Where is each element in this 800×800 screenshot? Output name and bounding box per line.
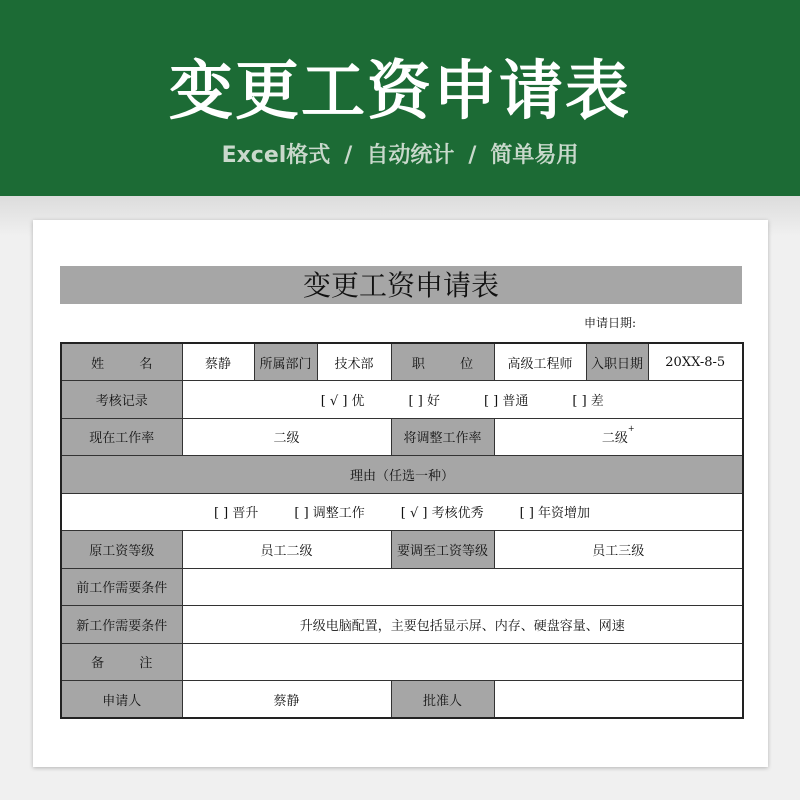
target-grade-value[interactable]: 员工三级 [494, 531, 743, 569]
table-row [61, 643, 743, 681]
name-label: 姓 名 [61, 343, 182, 381]
salary-change-form [60, 342, 744, 719]
banner-title: 变更工资申请表 [169, 55, 631, 129]
tag-auto-stats: 自动统计 [366, 143, 455, 168]
applicant-label: 申请人 [61, 681, 182, 719]
hire-date-value[interactable]: 20XX-8-5 [648, 343, 743, 381]
department-value[interactable]: 技术部 [317, 343, 391, 381]
table-row [61, 456, 743, 494]
remarks-value[interactable] [182, 643, 743, 681]
table-row [61, 493, 743, 531]
adjusted-rate-value[interactable]: 二级+ [494, 418, 743, 456]
original-grade-label: 原工资等级 [61, 531, 182, 569]
tag-separator: / [344, 143, 353, 168]
department-label: 所属部门 [254, 343, 317, 381]
assessment-option-poor[interactable]: [ ] 差 [572, 393, 604, 409]
banner-tagline [0, 138, 800, 169]
applicant-value[interactable]: 蔡静 [182, 681, 391, 719]
reason-option-job-adjustment[interactable]: [ ] 调整工作 [294, 506, 365, 522]
tag-separator: / [468, 143, 477, 168]
table-row [61, 568, 743, 606]
prev-requirements-label: 前工作需要条件 [61, 568, 182, 606]
table-row [61, 681, 743, 719]
approver-value[interactable] [494, 681, 743, 719]
name-value[interactable]: 蔡静 [182, 343, 254, 381]
position-value[interactable]: 高级工程师 [494, 343, 586, 381]
document-title: 变更工资申请表 [60, 266, 742, 304]
top-banner [0, 0, 800, 196]
reason-option-seniority[interactable]: [ ] 年资增加 [519, 506, 591, 522]
assessment-option-good[interactable]: [ ] 好 [408, 393, 440, 409]
remarks-label: 备 注 [61, 643, 182, 681]
table-row [61, 381, 743, 419]
reason-options [61, 493, 743, 531]
table-row [61, 343, 743, 381]
tag-excel-format: Excel格式 [221, 143, 331, 168]
prev-requirements-value[interactable] [182, 568, 743, 606]
current-rate-label: 现在工作率 [61, 418, 182, 456]
table-row [61, 531, 743, 569]
table-row [61, 418, 743, 456]
hire-date-label: 入职日期 [586, 343, 648, 381]
reason-header: 理由（任选一种） [61, 456, 743, 494]
current-rate-value[interactable]: 二级 [182, 418, 391, 456]
new-requirements-value[interactable]: 升级电脑配置，主要包括显示屏、内存、硬盘容量、网速 [182, 606, 743, 644]
assessment-option-normal[interactable]: [ ] 普通 [483, 393, 529, 409]
adjusted-rate-mark: + [627, 424, 635, 434]
target-grade-label: 要调至工资等级 [391, 531, 494, 569]
reason-option-excellent-review[interactable]: [ √ ] 考核优秀 [400, 506, 484, 522]
assessment-label: 考核记录 [61, 381, 182, 419]
approver-label: 批准人 [391, 681, 494, 719]
apply-date-label: 申请日期: [584, 316, 637, 330]
adjusted-rate-label: 将调整工作率 [391, 418, 494, 456]
tag-easy-use: 简单易用 [490, 143, 579, 168]
assessment-option-excellent[interactable]: [ √ ] 优 [320, 393, 365, 409]
reason-option-promotion[interactable]: [ ] 晋升 [213, 506, 259, 522]
original-grade-value[interactable]: 员工二级 [182, 531, 391, 569]
assessment-options [182, 381, 743, 419]
table-row [61, 606, 743, 644]
new-requirements-label: 新工作需要条件 [61, 606, 182, 644]
position-label: 职 位 [391, 343, 494, 381]
